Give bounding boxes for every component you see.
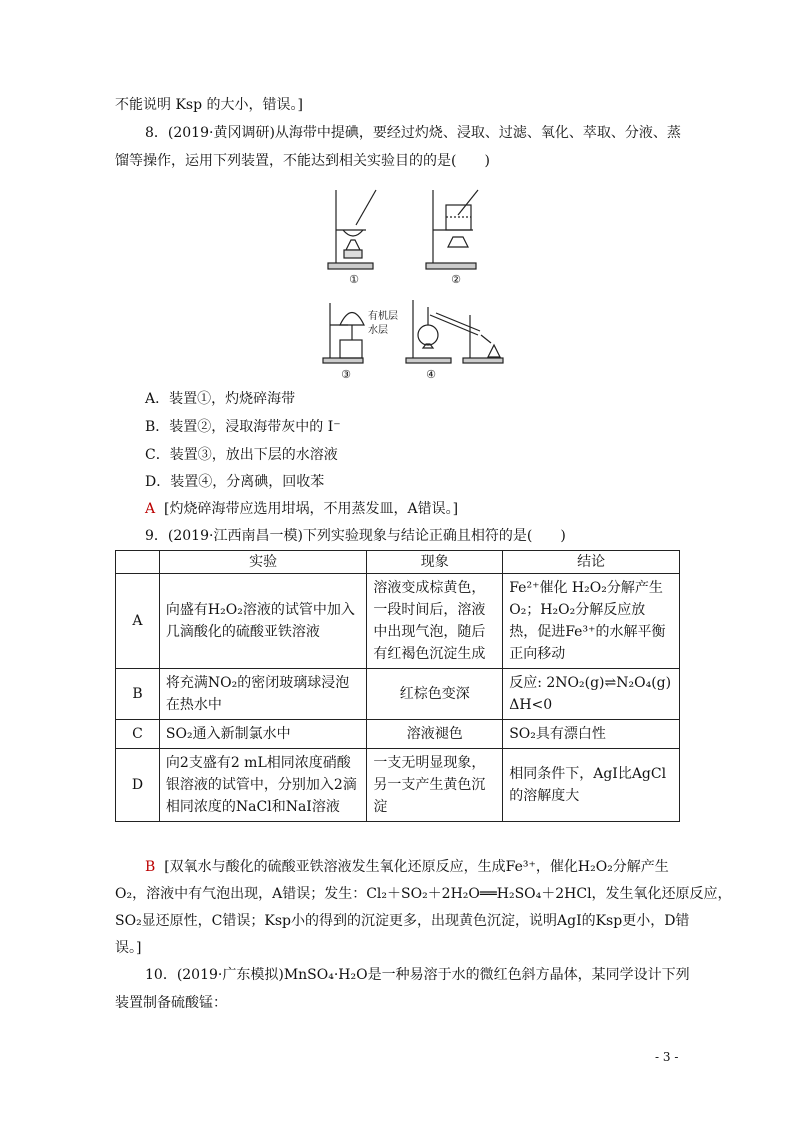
q9-answer-letter: B xyxy=(145,859,156,875)
experiment-cell: 向2支盛有2 mL相同浓度硝酸银溶液的试管中，分别加入2滴相同浓度的NaCl和NaI溶液 xyxy=(159,749,366,822)
q9-answer-text-1: [双氧水与酸化的硫酸亚铁溶液发生氧化还原反应，生成Fe³⁺，催化H₂O₂分解产生 xyxy=(164,859,669,875)
phenomenon-cell: 溶液变成棕黄色，一段时间后，溶液中出现气泡，随后有红褐色沉淀生成 xyxy=(367,574,503,669)
continued-answer-line: 不能说明 Ksp 的大小，错误。] xyxy=(115,97,303,113)
q8-option-d: D．装置④，分离碘，回收苯 xyxy=(145,474,325,490)
q10-stem-line1: 10．(2019·广东模拟)MnSO₄·H₂O是一种易溶于水的微红色斜方晶体，某同学设计下列 xyxy=(145,967,690,983)
q8-stem-line1: 8．(2019·黄冈调研)从海带中提碘，要经过灼烧、浸取、过滤、氧化、萃取、分液、蒸 xyxy=(145,125,681,141)
q9-table-header xyxy=(116,551,680,574)
phenomenon-cell: 红棕色变深 xyxy=(367,669,503,720)
apparatus-1-evaporating-dish xyxy=(328,190,376,269)
header-conclusion: 结论 xyxy=(503,551,680,574)
row-label: D xyxy=(116,749,160,822)
conclusion-cell: Fe²⁺催化 H₂O₂分解产生O₂；H₂O₂分解反应放热，促进Fe³⁺的水解平衡正向移动 xyxy=(503,574,680,669)
q9-table xyxy=(115,550,680,822)
row-label: B xyxy=(116,669,160,720)
q9-stem: 9．(2019·江西南昌一模)下列实验现象与结论正确且相符的是( ) xyxy=(145,528,566,544)
table-row xyxy=(116,574,680,669)
conclusion-cell: 相同条件下，AgI比AgCl的溶解度大 xyxy=(503,749,680,822)
water-layer-label: 水层 xyxy=(368,325,388,336)
q9-answer-line1 xyxy=(145,857,710,877)
q8-answer-letter: A xyxy=(145,501,156,517)
apparatus-3-separatory-funnel xyxy=(323,303,364,363)
q8-option-c: C．装置③，放出下层的水溶液 xyxy=(145,447,338,463)
figure-label-4: ④ xyxy=(426,368,436,381)
conclusion-cell: SO₂具有漂白性 xyxy=(503,720,680,749)
page-number: - 3 - xyxy=(655,1050,679,1064)
q8-answer-text: [灼烧碎海带应选用坩埚，不用蒸发皿，A错误。] xyxy=(164,501,459,517)
experiment-cell: SO₂通入新制氯水中 xyxy=(159,720,366,749)
header-phenomenon: 现象 xyxy=(367,551,503,574)
table-row xyxy=(116,720,680,749)
apparatus-4-distillation xyxy=(406,300,503,363)
experiment-cell: 将充满NO₂的密闭玻璃球浸泡在热水中 xyxy=(159,669,366,720)
figure-label-2: ② xyxy=(451,273,461,286)
q9-answer-line2: O₂，溶液中有气泡出现，A错误；发生：Cl₂＋SO₂＋2H₂O══H₂SO₄＋2HCl，发生氧化还原反应， xyxy=(115,886,732,902)
figure-label-1: ① xyxy=(349,273,359,286)
header-blank xyxy=(116,551,160,574)
table-row xyxy=(116,669,680,720)
row-label: C xyxy=(116,720,160,749)
apparatus-2-beaker-heating xyxy=(426,190,478,269)
q8-stem-line2: 馏等操作，运用下列装置，不能达到相关实验目的的是( ) xyxy=(115,153,490,169)
phenomenon-cell: 溶液褪色 xyxy=(367,720,503,749)
figure-label-3: ③ xyxy=(341,368,351,381)
table-row xyxy=(116,749,680,822)
header-experiment: 实验 xyxy=(159,551,366,574)
q8-answer xyxy=(145,499,710,519)
q8-apparatus-figure xyxy=(318,185,518,385)
q9-answer-line3: SO₂显还原性，C错误；Ksp小的得到的沉淀更多，出现黄色沉淀，说明AgI的Ksp更小，D错 xyxy=(115,913,690,929)
q8-option-a: A．装置①，灼烧碎海带 xyxy=(145,391,296,407)
experiment-cell: 向盛有H₂O₂溶液的试管中加入几滴酸化的硫酸亚铁溶液 xyxy=(159,574,366,669)
q9-answer-line4: 误。] xyxy=(115,940,142,956)
organic-layer-label: 有机层 xyxy=(368,311,398,322)
q10-stem-line2: 装置制备硫酸锰： xyxy=(115,995,227,1011)
phenomenon-cell: 一支无明显现象，另一支产生黄色沉淀 xyxy=(367,749,503,822)
row-label: A xyxy=(116,574,160,669)
q8-option-b: B．装置②，浸取海带灰中的 I⁻ xyxy=(145,419,341,435)
conclusion-cell: 反应: 2NO₂(g)⇌N₂O₄(g) ΔH<0 xyxy=(503,669,680,720)
